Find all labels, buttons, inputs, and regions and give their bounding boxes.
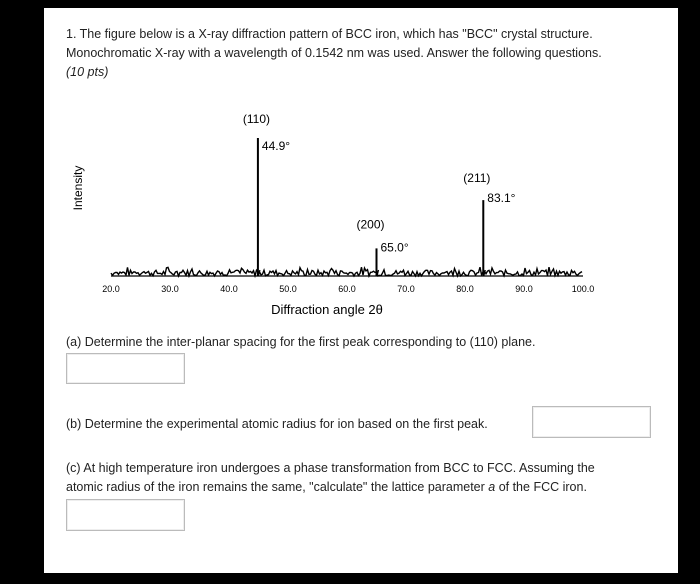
part-c-line-1: (c) At high temperature iron undergoes a phase transformation from BCC to FCC. Assuming the	[66, 461, 595, 475]
answer-box-a[interactable]	[66, 353, 185, 384]
x-tick-label: 60.0	[338, 284, 356, 294]
baseline-noise	[111, 267, 582, 276]
question-line-2: Monochromatic X-ray with a wavelength of 0.1542 nm was used. Answer the following questions.	[66, 46, 602, 60]
answer-box-c[interactable]	[66, 499, 185, 531]
x-tick-label: 70.0	[397, 284, 415, 294]
x-axis-title: Diffraction angle 2θ	[271, 302, 383, 317]
peak-plane-label: (200)	[356, 217, 385, 232]
question-text	[66, 25, 666, 82]
peak-plane-label: (110)	[242, 113, 271, 126]
question-points: (10 pts)	[66, 65, 109, 79]
part-a-text: (a) Determine the inter-planar spacing for the first peak corresponding to (110) plane.	[66, 335, 536, 349]
y-axis-title: Intensity	[71, 165, 85, 211]
x-tick-label: 100.0	[571, 284, 595, 294]
part-c-text-post: of the FCC iron.	[495, 480, 587, 494]
xrd-chart	[64, 113, 624, 318]
question-page	[44, 8, 678, 573]
part-c-text-pre: atomic radius of the iron remains the same, "calculate" the lattice parameter	[66, 480, 489, 494]
x-tick-label: 90.0	[515, 284, 533, 294]
question-line-1: 1. The figure below is a X-ray diffraction pattern of BCC iron, which has "BCC" crystal structure.	[66, 27, 593, 41]
x-tick-label: 40.0	[220, 284, 238, 294]
peak-angle-label: 65.0°	[380, 240, 409, 255]
part-b-text: (b) Determine the experimental atomic radius for ion based on the first peak.	[66, 417, 488, 431]
peak-angle-label: 83.1°	[487, 191, 516, 206]
x-tick-label: 30.0	[161, 284, 179, 294]
peak-angle-label: 44.9°	[261, 139, 291, 153]
answer-box-b[interactable]	[532, 406, 651, 438]
x-tick-label: 20.0	[102, 284, 120, 294]
peak-plane-label: (211)	[463, 171, 491, 186]
lattice-parameter-variable: a	[488, 480, 496, 494]
x-tick-label: 50.0	[279, 284, 297, 294]
part-c-line-2	[66, 478, 587, 497]
x-tick-label: 80.0	[456, 284, 474, 294]
